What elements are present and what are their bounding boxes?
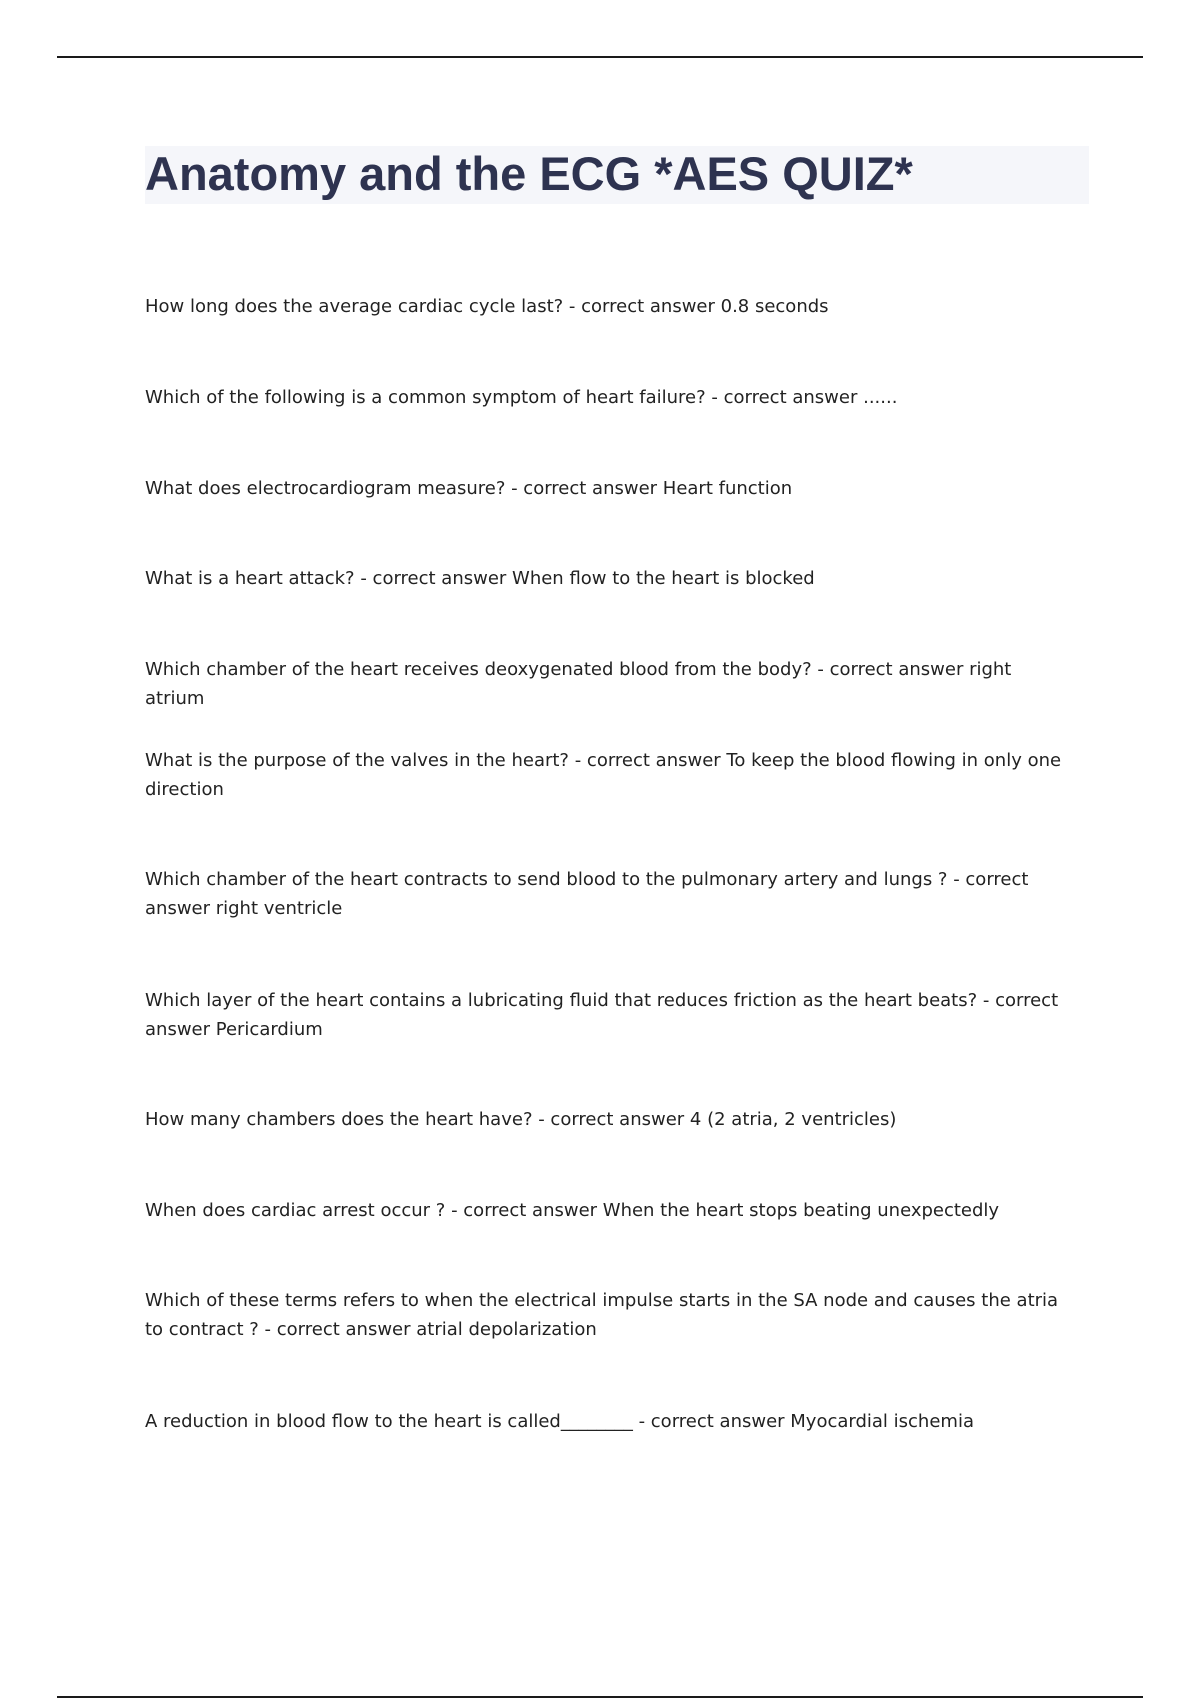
- page-title: Anatomy and the ECG *AES QUIZ*: [145, 147, 913, 200]
- top-divider: [57, 56, 1143, 58]
- bottom-divider: [57, 1696, 1143, 1698]
- qa-item: What is a heart attack? - correct answer When flow to the heart is blocked: [145, 568, 815, 589]
- qa-item: What is the purpose of the valves in the heart? - correct answer To keep the blood flowing in only one direction: [145, 750, 1062, 800]
- qa-item: Which layer of the heart contains a lubricating fluid that reduces friction as the heart beats? - correct answer Pericardium: [145, 990, 1059, 1040]
- qa-item: A reduction in blood flow to the heart is called________ - correct answer Myocardial ischemia: [145, 1411, 974, 1432]
- qa-item: Which chamber of the heart contracts to send blood to the pulmonary artery and lungs ? - correct answer right ventricle: [145, 869, 1029, 919]
- qa-item: When does cardiac arrest occur ? - correct answer When the heart stops beating unexpectedly: [145, 1200, 1000, 1221]
- qa-item: Which chamber of the heart receives deoxygenated blood from the body? - correct answer right atrium: [145, 659, 1012, 709]
- qa-item: What does electrocardiogram measure? - correct answer Heart function: [145, 478, 793, 499]
- qa-item: Which of these terms refers to when the electrical impulse starts in the SA node and causes the atria to contract ? - correct answer atrial depolarization: [145, 1290, 1059, 1340]
- qa-item: Which of the following is a common symptom of heart failure? - correct answer ......: [145, 387, 898, 408]
- qa-item: How many chambers does the heart have? - correct answer 4 (2 atria, 2 ventricles): [145, 1109, 897, 1130]
- qa-item: How long does the average cardiac cycle last? - correct answer 0.8 seconds: [145, 296, 829, 317]
